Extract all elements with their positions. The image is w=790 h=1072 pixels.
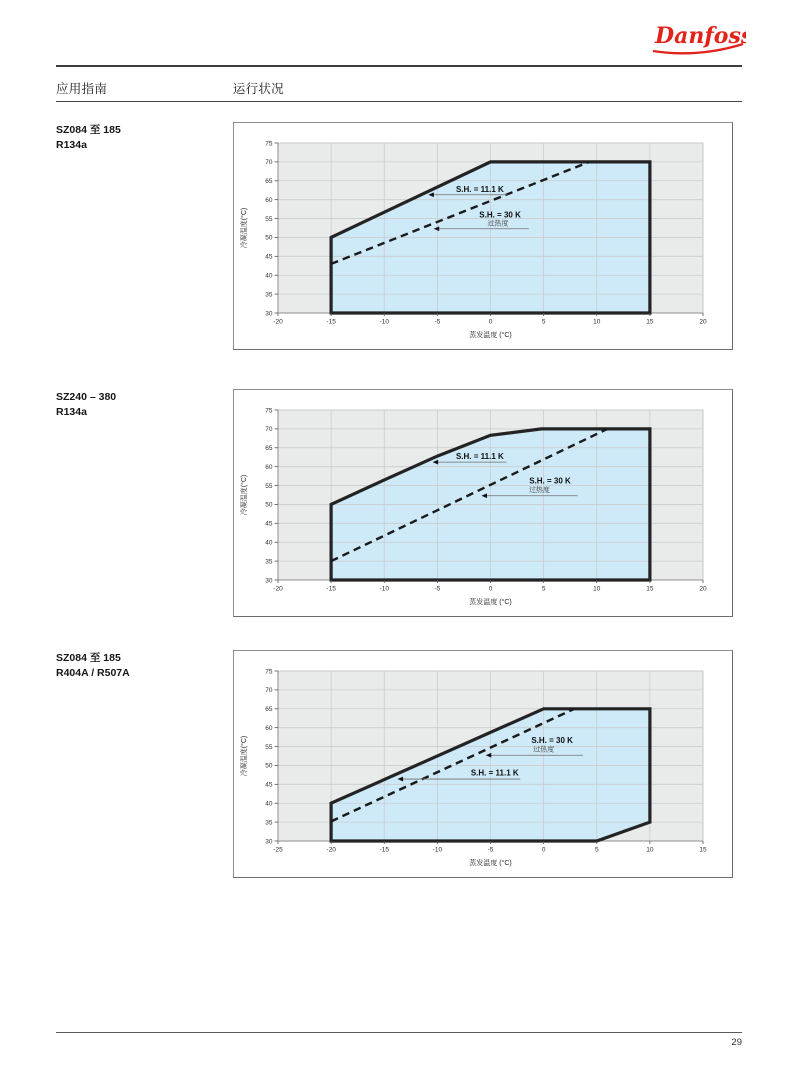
svg-text:-10: -10	[379, 585, 389, 593]
header-top-rule	[56, 65, 742, 67]
svg-text:65: 65	[265, 445, 273, 453]
svg-text:过热度: 过热度	[533, 746, 555, 754]
svg-text:55: 55	[265, 482, 273, 490]
svg-text:50: 50	[265, 762, 273, 770]
operating-envelope-chart	[233, 389, 733, 617]
column-header-application-guide: 应用指南	[56, 82, 108, 96]
svg-text:70: 70	[265, 159, 273, 167]
svg-text:75: 75	[265, 407, 273, 415]
svg-text:S.H. = 30 K: S.H. = 30 K	[479, 210, 521, 220]
svg-text:-20: -20	[273, 585, 283, 593]
svg-text:0: 0	[488, 585, 493, 593]
svg-text:-10: -10	[432, 846, 443, 854]
svg-text:65: 65	[265, 706, 273, 714]
header-bottom-rule	[56, 101, 742, 102]
model-name: SZ084 至 185	[56, 652, 121, 664]
svg-text:S.H. = 11.1 K: S.H. = 11.1 K	[470, 768, 519, 778]
svg-text:冷凝温度(°C): 冷凝温度(°C)	[241, 474, 248, 516]
svg-text:60: 60	[265, 463, 273, 471]
column-headers	[56, 79, 742, 97]
chart-section-sz084-r404a	[56, 650, 733, 878]
envelope-chart-svg	[234, 651, 732, 877]
svg-text:45: 45	[265, 253, 273, 261]
model-label	[56, 650, 233, 681]
svg-text:15: 15	[699, 846, 707, 854]
svg-text:35: 35	[265, 819, 273, 827]
chart-section-sz240-r134a	[56, 389, 733, 617]
chart-section-sz084-r134a	[56, 122, 733, 350]
svg-text:0: 0	[488, 318, 493, 326]
svg-text:20: 20	[699, 585, 707, 593]
column-header-operating-conditions: 运行状况	[232, 82, 284, 96]
svg-text:45: 45	[265, 520, 273, 528]
svg-text:30: 30	[265, 310, 273, 318]
footer-rule	[56, 1032, 742, 1033]
svg-text:-5: -5	[487, 846, 494, 854]
svg-text:-10: -10	[379, 318, 389, 326]
operating-envelope-chart	[233, 122, 733, 350]
svg-text:10: 10	[593, 585, 601, 593]
svg-text:S.H. = 30 K: S.H. = 30 K	[529, 476, 571, 486]
page-number: 29	[731, 1037, 742, 1048]
svg-text:15: 15	[646, 585, 654, 593]
svg-text:-15: -15	[326, 585, 336, 593]
svg-text:40: 40	[265, 272, 273, 280]
svg-text:过热度: 过热度	[528, 486, 550, 494]
svg-text:10: 10	[646, 846, 654, 854]
model-label	[56, 389, 233, 420]
svg-text:-20: -20	[326, 846, 336, 854]
svg-text:S.H. = 11.1 K: S.H. = 11.1 K	[455, 185, 504, 195]
svg-text:10: 10	[593, 318, 601, 326]
svg-text:55: 55	[265, 215, 273, 223]
svg-text:70: 70	[265, 426, 273, 434]
svg-text:75: 75	[265, 668, 273, 676]
svg-text:40: 40	[265, 539, 273, 547]
danfoss-logo-graphic	[650, 16, 746, 62]
svg-text:5: 5	[594, 846, 599, 854]
svg-text:60: 60	[265, 196, 273, 204]
model-name: SZ240 – 380	[56, 391, 117, 403]
svg-text:-15: -15	[326, 318, 336, 326]
svg-text:蒸发温度 (°C): 蒸发温度 (°C)	[469, 599, 512, 606]
danfoss-logo-text: Danfoss	[655, 23, 746, 49]
svg-text:50: 50	[265, 501, 273, 509]
svg-text:S.H. = 11.1 K: S.H. = 11.1 K	[455, 452, 504, 462]
svg-text:20: 20	[699, 318, 707, 326]
envelope-chart-svg	[234, 390, 732, 616]
svg-text:35: 35	[265, 558, 273, 566]
operating-envelope-chart	[233, 650, 733, 878]
svg-text:0: 0	[541, 846, 546, 854]
svg-text:过热度: 过热度	[487, 220, 509, 228]
svg-text:蒸发温度 (°C): 蒸发温度 (°C)	[469, 860, 512, 867]
refrigerant-name: R404A / R507A	[56, 667, 130, 680]
svg-text:50: 50	[265, 234, 273, 242]
svg-text:5: 5	[541, 318, 546, 326]
refrigerant-name: R134a	[56, 406, 87, 419]
refrigerant-name: R134a	[56, 139, 87, 152]
svg-text:55: 55	[265, 743, 273, 751]
svg-text:蒸发温度 (°C): 蒸发温度 (°C)	[469, 332, 512, 339]
svg-text:60: 60	[265, 724, 273, 732]
model-label	[56, 122, 233, 153]
svg-text:65: 65	[265, 178, 273, 186]
svg-text:-25: -25	[273, 846, 283, 854]
svg-text:-5: -5	[434, 318, 441, 326]
model-name: SZ084 至 185	[56, 124, 121, 136]
svg-text:75: 75	[265, 140, 273, 148]
svg-text:-15: -15	[379, 846, 389, 854]
svg-text:15: 15	[646, 318, 654, 326]
svg-text:30: 30	[265, 577, 273, 585]
svg-text:冷凝温度(°C): 冷凝温度(°C)	[241, 207, 248, 249]
envelope-chart-svg	[234, 123, 732, 349]
svg-text:-20: -20	[273, 318, 283, 326]
svg-text:30: 30	[265, 838, 273, 846]
svg-text:40: 40	[265, 800, 273, 808]
danfoss-logo	[650, 16, 746, 62]
svg-text:5: 5	[541, 585, 546, 593]
svg-text:-5: -5	[434, 585, 441, 593]
svg-text:45: 45	[265, 781, 273, 789]
svg-text:35: 35	[265, 291, 273, 299]
svg-text:S.H. = 30 K: S.H. = 30 K	[531, 735, 573, 745]
svg-text:冷凝温度(°C): 冷凝温度(°C)	[241, 735, 248, 777]
svg-text:70: 70	[265, 687, 273, 695]
